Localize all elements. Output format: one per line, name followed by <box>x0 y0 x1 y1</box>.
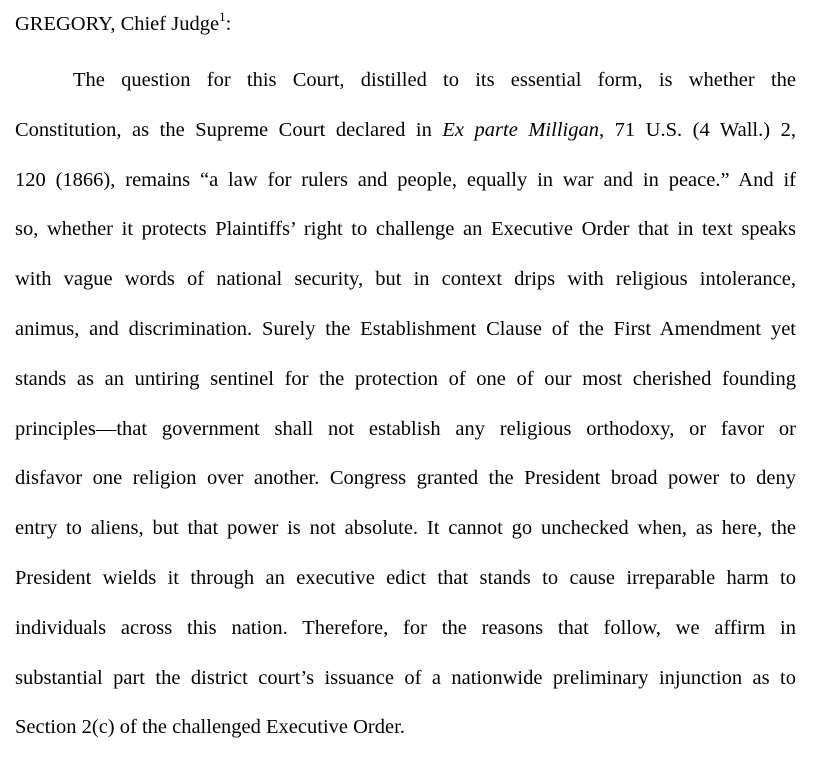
paragraph-line: 120 (1866), remains “a law for rulers and people, equally in war and in peace.” And if <box>15 168 796 191</box>
paragraph-line: individuals across this nation. Therefore, for the reasons that follow, we affirm in <box>15 616 796 639</box>
paragraph-line-text: Constitution, as the Supreme Court declared in <box>15 118 443 141</box>
opinion-paragraph <box>15 56 796 753</box>
paragraph-line: stands as an untiring sentinel for the protection of one of our most cherished founding <box>15 367 796 390</box>
paragraph-line: with vague words of national security, but in context drips with religious intolerance, <box>15 268 796 291</box>
paragraph-line-with-citation <box>15 106 796 156</box>
case-citation: , 71 U.S. (4 Wall.) 2, <box>598 118 796 141</box>
paragraph-line: President wields it through an executive edict that stands to cause irreparable harm to <box>15 566 796 589</box>
opinion-page <box>15 7 796 753</box>
paragraph-line: Section 2(c) of the challenged Executive Order. <box>15 716 405 739</box>
footnote-marker[interactable]: 1 <box>219 9 226 25</box>
author-colon: : <box>225 13 232 35</box>
paragraph-line: disfavor one religion over another. Congress granted the President broad power to deny <box>15 467 796 490</box>
paragraph-line: animus, and discrimination. Surely the Establishment Clause of the First Amendment yet <box>15 317 796 340</box>
author-name: GREGORY, Chief Judge <box>15 13 220 35</box>
paragraph-line: principles—that government shall not establish any religious orthodoxy, or favor or <box>15 417 796 440</box>
paragraph-line: entry to aliens, but that power is not absolute. It cannot go unchecked when, as here, the <box>15 517 796 540</box>
paragraph-line: so, whether it protects Plaintiffs’ right to challenge an Executive Order that in text speaks <box>15 218 796 241</box>
paragraph-line: The question for this Court, distilled to its essential form, is whether the <box>73 69 796 91</box>
case-name: Ex parte Milligan <box>442 118 599 141</box>
paragraph-line: substantial part the district court’s issuance of a nationwide preliminary injunction as to <box>15 666 796 689</box>
author-heading <box>15 7 796 41</box>
